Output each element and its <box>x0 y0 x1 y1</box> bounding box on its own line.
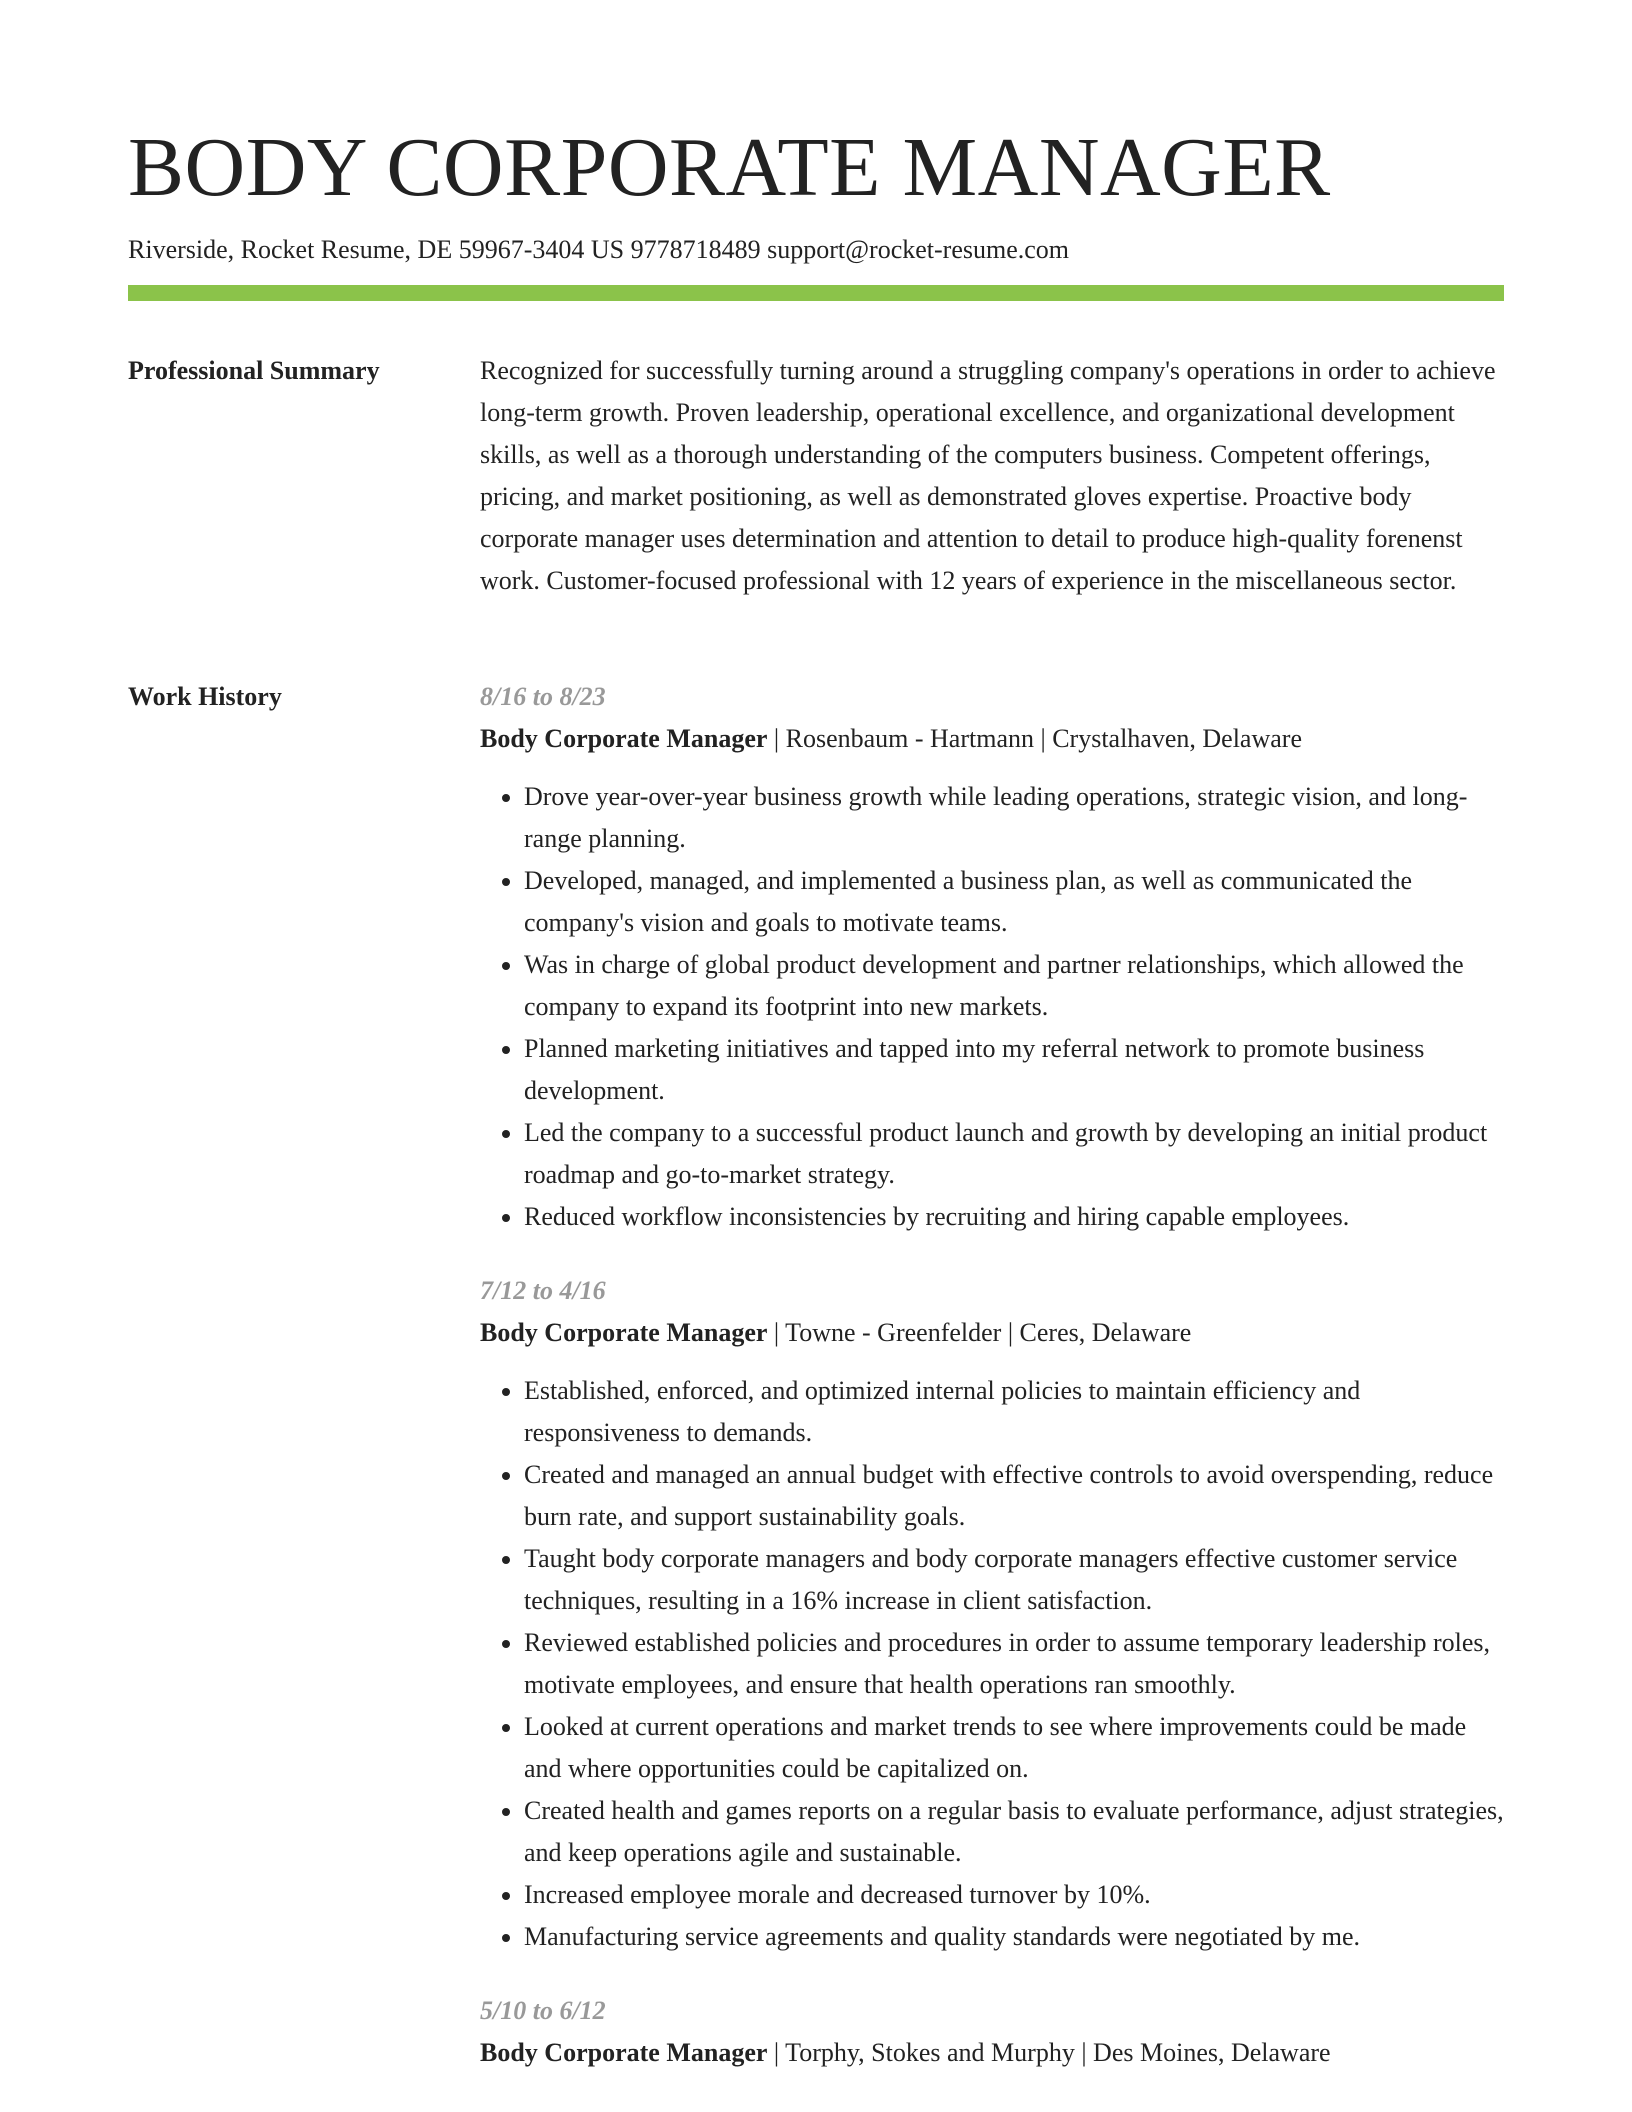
job-bullet-list <box>480 776 1504 1238</box>
job-bullet-item: • Developed, managed, and implemented a business plan, as well as communicated the company's vision and goals to motivate teams. <box>524 860 1504 944</box>
job-bullet-item: • Reviewed established policies and procedures in order to assume temporary leadership roles, motivate employees, and ensure that health operations ran smoothly. <box>524 1622 1504 1706</box>
job-dates: 8/16 to 8/23 <box>480 682 606 711</box>
job-entry <box>480 1990 1504 2074</box>
job-dates: 5/10 to 6/12 <box>480 1996 606 2025</box>
job-title-line <box>480 1312 1504 1354</box>
job-bullet-item: • Taught body corporate managers and body corporate managers effective customer service techniques, resulting in a 16% increase in client satisfaction. <box>524 1538 1504 1622</box>
job-bullet-item: • Created and managed an annual budget with effective controls to avoid overspending, reduce burn rate, and support sustainability goals. <box>524 1454 1504 1538</box>
job-bullet-item: • Led the company to a successful product launch and growth by developing an initial product roadmap and go-to-market strategy. <box>524 1112 1504 1196</box>
job-dates: 7/12 to 4/16 <box>480 1276 606 1305</box>
job-bullet-item: • Increased employee morale and decreased turnover by 10%. <box>524 1874 1504 1916</box>
job-title: Body Corporate Manager <box>480 2038 768 2067</box>
job-bullet-item: • Planned marketing initiatives and tapped into my referral network to promote business development. <box>524 1028 1504 1112</box>
job-company-location: | Rosenbaum - Hartmann | Crystalhaven, Delaware <box>767 724 1302 753</box>
job-company-location: | Torphy, Stokes and Murphy | Des Moines, Delaware <box>767 2038 1331 2067</box>
job-entry <box>480 676 1504 1238</box>
section-label-summary: Professional Summary <box>128 356 380 385</box>
job-title-line <box>480 718 1504 760</box>
job-bullet-item: • Created health and games reports on a regular basis to evaluate performance, adjust strategies, and keep operations agile and sustainable. <box>524 1790 1504 1874</box>
summary-text: Recognized for successfully turning around a struggling company's operations in order to achieve long-term growth. Proven leadership, operational excellence, and organizational development skills, as well as a thorough understanding of the computers business. Competent offerings, pricing, and market positioning, as well as demonstrated gloves expertise. Proactive body corporate manager uses determination and attention to detail to produce high-quality forenenst work. Customer-focused professional with 12 years of experience in the miscellaneous sector. <box>480 356 1496 595</box>
section-label-work-history: Work History <box>128 682 282 711</box>
work-history-body <box>480 676 1504 2106</box>
job-bullet-item: • Established, enforced, and optimized internal policies to maintain efficiency and responsiveness to demands. <box>524 1370 1504 1454</box>
summary-body <box>480 350 1504 602</box>
job-bullet-list <box>480 1370 1504 1958</box>
job-title: Body Corporate Manager <box>480 1318 768 1347</box>
job-bullet-item: • Looked at current operations and market trends to see where improvements could be made and where opportunities could be capitalized on. <box>524 1706 1504 1790</box>
job-bullet-item: • Reduced workflow inconsistencies by recruiting and hiring capable employees. <box>524 1196 1504 1238</box>
job-company-location: | Towne - Greenfelder | Ceres, Delaware <box>767 1318 1192 1347</box>
resume-name-heading: BODY CORPORATE MANAGER <box>128 121 1331 214</box>
header-divider <box>128 285 1504 301</box>
contact-line: Riverside, Rocket Resume, DE 59967-3404 US 9778718489 support@rocket-resume.com <box>128 235 1070 264</box>
job-bullet-item: • Manufacturing service agreements and quality standards were negotiated by me. <box>524 1916 1504 1958</box>
job-entry <box>480 1270 1504 1958</box>
job-bullet-item: • Was in charge of global product development and partner relationships, which allowed the company to expand its footprint into new markets. <box>524 944 1504 1028</box>
job-title-line <box>480 2032 1504 2074</box>
job-title: Body Corporate Manager <box>480 724 768 753</box>
job-bullet-item: • Drove year-over-year business growth while leading operations, strategic vision, and long-range planning. <box>524 776 1504 860</box>
